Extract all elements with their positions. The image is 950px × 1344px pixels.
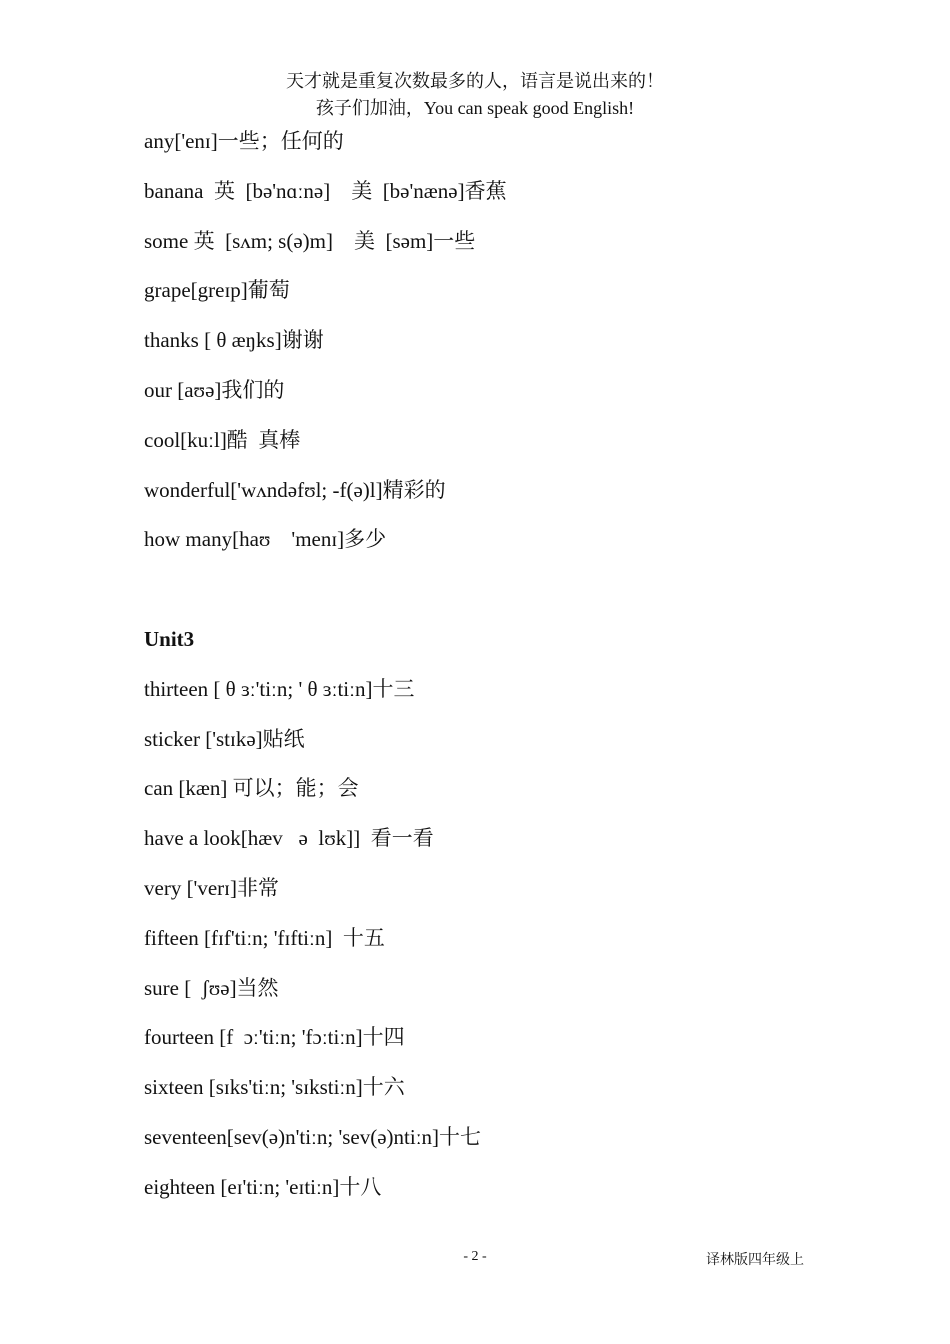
vocab-entry-sure: sure [ ʃʊə]当然	[144, 975, 279, 1000]
page-number: - 2 -	[463, 1249, 487, 1264]
vocab-entry-fifteen: fifteen [fɪf'tiːn; 'fɪftiːn] 十五	[144, 925, 385, 950]
vocab-entry-our: our [aʊə]我们的	[144, 377, 285, 402]
vocab-entry-very: very ['verɪ]非常	[144, 875, 279, 900]
header-motto-line-2: 孩子们加油，You can speak good English!	[315, 98, 635, 118]
unit-heading: Unit3	[144, 626, 195, 651]
vocab-entry-eighteen: eighteen [eɪ'tiːn; 'eɪtiːn]十八	[144, 1174, 382, 1199]
vocab-entry-any: any['enɪ]一些；任何的	[144, 129, 344, 153]
vocab-entry-banana: banana 英 [bə'nɑːnə] 美 [bə'nænə]香蕉	[144, 178, 507, 203]
vocab-entry-sticker: sticker ['stɪkə]贴纸	[144, 726, 305, 751]
vocab-entry-sixteen: sixteen [sɪks'tiːn; 'sɪkstiːn]十六	[144, 1075, 405, 1100]
vocab-entry-wonderful: wonderful['wʌndəfʊl; -f(ə)l]精彩的	[144, 477, 446, 502]
vocab-entry-grape: grape[greɪp]葡萄	[144, 278, 290, 303]
vocab-entry-thirteen: thirteen [ θ ɜː'tiːn; ' θ ɜːtiːn]十三	[144, 676, 415, 701]
page-header	[0, 68, 950, 122]
vocab-entry-can: can [kæn] 可以；能；会	[144, 776, 359, 801]
vocab-entry-thanks: thanks [ θ æŋks]谢谢	[144, 328, 324, 353]
vocab-entry-seventeen: seventeen[sev(ə)n'tiːn; 'sev(ə)ntiːn]十七	[144, 1124, 482, 1149]
header-motto-line-1: 天才就是重复次数最多的人，语言是说出来的！	[286, 71, 664, 91]
vocab-entry-fourteen: fourteen [f ɔː'tiːn; 'fɔːtiːn]十四	[144, 1025, 405, 1050]
vocab-entry-cool: cool[kuːl]酷 真棒	[144, 427, 301, 452]
vocab-entry-how-many: how many[haʊ 'menɪ]多少	[144, 527, 387, 552]
section-spacer	[144, 572, 864, 622]
vocabulary-list	[144, 124, 864, 1220]
vocab-entry-some: some 英 [sʌm; s(ə)m] 美 [səm]一些	[144, 228, 476, 253]
footer-book-title: 译林版四年级上	[706, 1253, 804, 1268]
vocab-entry-have-a-look: have a look[hæv ə lʊk]] 看一看	[144, 826, 434, 851]
